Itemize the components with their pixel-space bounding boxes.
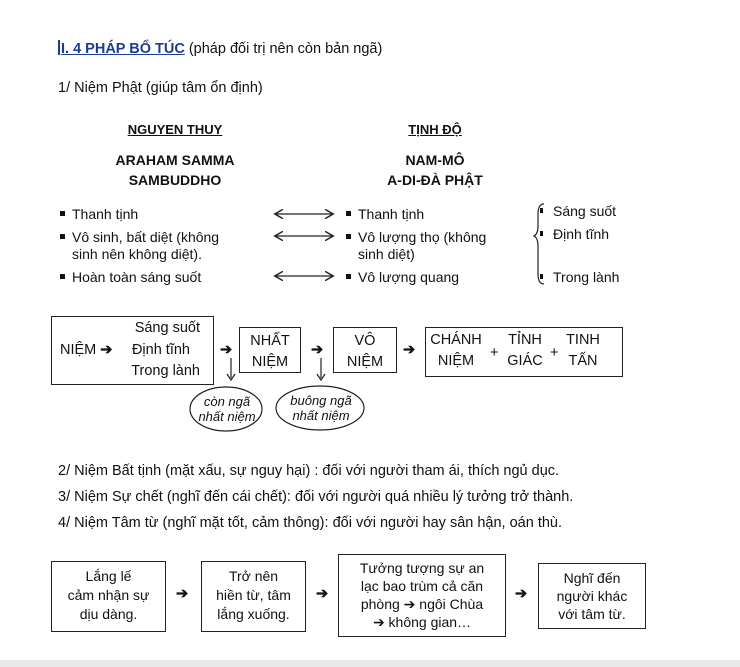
bullet-icon [540,231,543,236]
arrow-icon: ➔ [100,342,113,358]
left-item: Thanh tịnh [60,206,138,223]
right-item-continuation: sinh diệt) [358,246,415,262]
plus-sign: + [550,345,559,361]
step-box-1: Lắng lế cảm nhận sự dịu dàng. [51,561,166,632]
left-item-continuation: sinh nên không diệt). [72,246,202,262]
right-mantra [320,150,550,190]
section2-text: 2/ Niệm Bất tịnh (mặt xấu, sự nguy hại) : đối với người tham ái, thích ngủ dục. [58,463,560,479]
niem-quality: Trong lành [131,363,200,379]
quality-item: Trong lành [540,269,619,286]
section4-text: 4/ Niệm Tâm từ (nghĩ mặt tốt, cảm thông): đối với người hay sân hận, oán thù. [58,515,563,531]
plus-sign: + [490,345,499,361]
left-item: Hoàn toàn sáng suốt [60,269,201,286]
section3-text: 3/ Niệm Sự chết (nghĩ đến cái chết): đối với người quá nhiều lý tưởng trở thành. [58,489,574,505]
right-mantra-line1: NAM-MÔ [405,152,465,168]
right-column-header: TỊNH ĐỘ [408,122,462,137]
step-box-4: Nghĩ đến người khác với tâm từ. [538,563,646,629]
quality-item: Sáng suốt [540,203,616,220]
arrow-icon: ➔ [311,342,324,358]
right-item: Vô lượng thọ (không [346,229,486,246]
arrow-icon: ➔ [515,586,528,602]
arrow-icon: ➔ [220,342,233,358]
bullet-icon [346,211,351,216]
bullet-icon [60,274,65,279]
right-item: Vô lượng quang [346,269,459,286]
bullet-icon [346,234,351,239]
section-heading [58,40,382,57]
arrow-icon: ➔ [176,586,189,602]
tinh-tan: TINH TẤN [566,332,600,369]
down-arrow-icon [312,356,332,386]
heading-subtitle: (pháp đối trị nên còn bản ngã) [188,41,383,57]
left-mantra [60,150,290,190]
nhat-niem-box: NHẤT NIỆM [239,327,301,373]
left-mantra-line2: SAMBUDDHO [128,172,222,188]
arrow-icon: ➔ [403,342,416,358]
ellipse-label: còn ngã nhất niệm [198,394,256,424]
arrow-icon: ➔ [316,586,329,602]
chanh-niem: CHÁNH NIỆM [430,332,482,369]
right-mantra-line2: A-DI-ĐÀ PHẬT [387,172,483,188]
section1-title: 1/ Niệm Phật (giúp tâm ổn định) [58,80,263,96]
right-item: Thanh tịnh [346,206,424,223]
niem-quality: Định tĩnh [131,342,190,358]
ellipse-label: buông ngã nhất niệm [290,393,352,423]
bullet-icon [346,274,351,279]
bullet-icon [60,211,65,216]
cursor-mark [58,40,60,55]
heading-number: I. 4 PHÁP BỔ TÚC [61,41,185,57]
bullet-icon [540,208,543,213]
step-box-2: Trở nên hiền từ, tâm lắng xuống. [201,561,306,632]
tinh-giac: TỈNH GIÁC [507,332,543,369]
bullet-icon [540,274,543,279]
niem-label: NIỆM ➔ [60,342,113,358]
page-footer-strip [0,660,740,667]
left-mantra-line1: ARAHAM SAMMA [115,152,235,168]
step-box-3: Tưởng tượng sự an lạc bao trùm cả căn phòng ➔ ngôi Chùa ➔ không gian… [338,554,506,637]
double-arrows [272,205,338,285]
left-column-header: NGUYEN THUY [127,122,223,137]
niem-quality: Sáng suốt [134,320,200,336]
quality-item: Định tĩnh [540,226,609,243]
vo-niem-box: VÔ NIỆM [333,327,397,373]
left-item: Vô sinh, bất diệt (không [60,229,219,246]
bullet-icon [60,234,65,239]
down-arrow-icon [222,356,242,386]
